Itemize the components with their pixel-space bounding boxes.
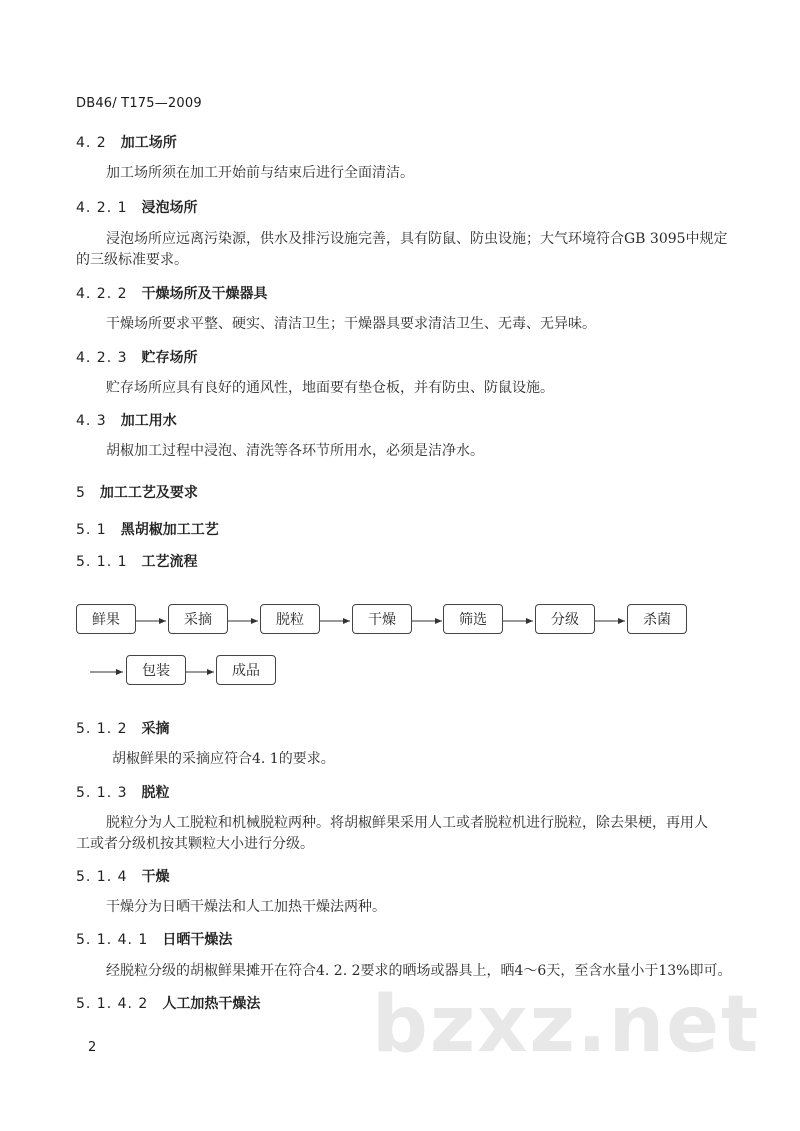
section-4-3-heading [76,410,177,430]
section-number: 5. 1 [76,522,107,538]
flow-step-picking: 采摘 [168,604,228,634]
section-title: 加工用水 [120,413,177,429]
flow-step-screening: 筛选 [443,604,503,634]
section-5-heading [76,482,198,502]
section-title: 干燥场所及干燥器具 [141,286,268,302]
section-4-2-text: 加工场所须在加工开始前与结束后进行全面清洁。 [106,165,414,181]
section-title: 加工场所 [120,135,177,151]
section-4-2-2-text: 干燥场所要求平整、硬实、清洁卫生；干燥器具要求清洁卫生、无毒、无异味。 [106,316,596,332]
section-title: 工艺流程 [141,554,198,570]
section-4-2-1-text-line1: 浸泡场所应远离污染源，供水及排污设施完善，具有防鼠、防虫设施；大气环境符合GB 3095中规定 [106,231,728,247]
section-number: 4. 3 [76,413,107,429]
section-4-2-3-heading [76,347,198,367]
section-title: 加工工艺及要求 [99,485,198,501]
section-title: 干燥 [141,869,170,885]
flow-step-grading: 分级 [535,604,595,634]
section-5-1-2-heading [76,718,170,738]
section-number: 4. 2. 3 [76,350,128,366]
section-5-1-3-text-line2: 工或者分级机按其颗粒大小进行分级。 [76,836,314,852]
flow-step-packaging: 包装 [126,655,186,685]
section-number: 5. 1. 3 [76,785,128,801]
section-5-1-heading [76,519,219,539]
section-4-3-text: 胡椒加工过程中浸泡、清洗等各环节所用水，必须是洁净水。 [106,443,484,459]
section-5-1-4-1-heading [76,929,232,949]
section-4-2-1-heading [76,197,198,217]
section-number: 5. 1. 4. 1 [76,932,149,948]
section-number: 4. 2 [76,135,107,151]
flow-step-threshing: 脱粒 [260,604,320,634]
section-5-1-3-heading [76,782,170,802]
watermark: bzxz.net [372,980,761,1070]
section-4-2-2-heading [76,283,268,303]
section-title: 脱粒 [141,785,170,801]
flow-step-finished-product: 成品 [216,655,276,685]
page-number: 2 [88,1040,97,1055]
flow-step-drying: 干燥 [352,604,412,634]
section-5-1-4-1-text: 经脱粒分级的胡椒鲜果摊开在符合4. 2. 2要求的晒场或器具上，晒4～6天，至含水量小于13%即可。 [106,963,732,979]
section-4-2-3-text: 贮存场所应具有良好的通风性，地面要有垫仓板，并有防虫、防鼠设施。 [106,380,554,396]
section-number: 5. 1. 2 [76,721,128,737]
section-5-1-3-text-line1: 脱粒分为人工脱粒和机械脱粒两种。将胡椒鲜果采用人工或者脱粒机进行脱粒，除去果梗，再用人 [106,815,708,831]
section-number: 4. 2. 1 [76,200,128,216]
section-4-2-1-text-line2: 的三级标准要求。 [76,252,188,268]
document-id: DB46/ T175—2009 [76,96,202,111]
section-number: 5. 1. 4 [76,869,128,885]
section-5-1-2-text: 胡椒鲜果的采摘应符合4. 1的要求。 [112,751,335,767]
section-5-1-4-2-heading [76,993,260,1013]
section-title: 日晒干燥法 [162,932,233,948]
section-title: 贮存场所 [141,350,198,366]
section-number: 5. 1. 4. 2 [76,996,149,1012]
section-title: 黑胡椒加工工艺 [120,522,219,538]
section-number: 5. 1. 1 [76,554,128,570]
section-5-1-4-text: 干燥分为日晒干燥法和人工加热干燥法两种。 [106,899,386,915]
section-number: 5 [76,485,86,501]
section-5-1-1-heading [76,551,198,571]
section-title: 浸泡场所 [141,200,198,216]
flow-step-sterilization: 杀菌 [627,604,687,634]
flow-step-fresh-fruit: 鲜果 [76,604,136,634]
section-4-2-heading [76,132,177,152]
section-title: 采摘 [141,721,170,737]
section-5-1-4-heading [76,866,170,886]
section-number: 4. 2. 2 [76,286,128,302]
section-title: 人工加热干燥法 [162,996,261,1012]
